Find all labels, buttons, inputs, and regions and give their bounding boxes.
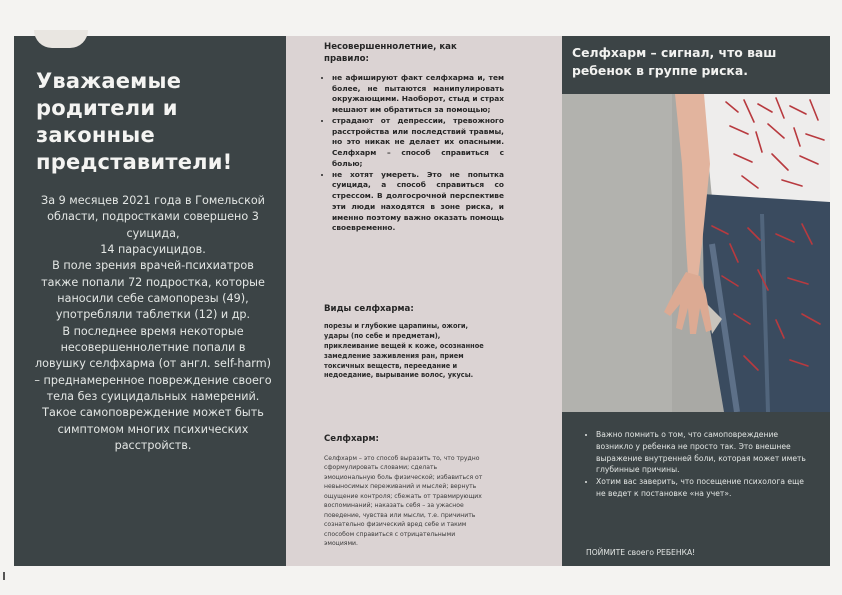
arm-photo-illustration — [562, 94, 830, 412]
list-item: • страдают от депрессии, тревожного расстройства или последствий травмы, но это никак не делает их опасными. Селфхарм – способ справиться с болью; — [332, 116, 504, 170]
right-panel — [562, 36, 830, 566]
paragraph: В поле зрения врачей-психиатров также попали 72 подростка, которые наносили себе самопорезы (49), употребляли таблетки (12) и др. — [41, 259, 265, 322]
list-item: • не афишируют факт селфхарма и, тем более, не пытаются манипулировать окружающими. Наоборот, стыд и страх мешают им обратиться за помощью; — [332, 73, 504, 116]
note-item: • Хотим вас заверить, что посещение психолога еще не ведет к постановке «на учет». — [596, 476, 810, 500]
note-item: • Важно помнить о том, что самоповреждение возникло у ребенка не просто так. Это внешнее выражение внутренней боли, которая может иметь глубинные причины. — [596, 429, 810, 476]
statistics-text — [34, 193, 272, 455]
list-item: • не хотят умереть. Это не попытка суицида, а способ справиться со стрессом. В долгосрочной перспективе эти люди находятся в зоне риска, и именно поэтому важно оказать помощь своевременно. — [332, 170, 504, 234]
minors-list — [320, 73, 504, 234]
left-panel — [14, 36, 286, 566]
selfharm-text: Селфхарм – это способ выразить то, что трудно сформулировать словами; сделать эмоциональную боль физической; избавиться от невыносимых переживаний и мыслей; вернуть ощущение контроля; сбежать от травмирующих воспоминаний; наказать себя – за ужасное поведение, чувства или мысли, т.е. причинить сознательно физический вред себе и таким способом справиться с отрицательными эмоциями. — [324, 455, 483, 547]
middle-panel — [286, 36, 562, 566]
call-to-action: ПОЙМИТЕ своего РЕБЕНКА! — [586, 548, 696, 557]
risk-heading: Селфхарм – сигнал, что ваш ребенок в группе риска. — [572, 45, 777, 78]
decorative-blob — [34, 30, 88, 48]
photo — [562, 94, 830, 412]
paragraph: 14 парасуицидов. — [100, 243, 206, 257]
paragraph: В последнее время некоторые несовершеннолетние попали в ловушку селфхарма (от англ. self-harm) – преднамеренное повреждение своего тела без суицидальных намерений. Такое самоповреждение может быть симптомом многих психических расстройств. — [34, 324, 272, 453]
types-text: порезы и глубокие царапины, ожоги, удары (по себе и предметам), приклеивание вещей к коже, осознанное замедление заживления ран, прием токсичных веществ, переедание и недоедание, вырывание волос, укусы. — [324, 322, 484, 380]
greeting-heading: Уважаемые родители и законные представители! — [36, 69, 233, 174]
notes-list — [586, 429, 810, 500]
minors-heading: Несовершеннолетние, как правило: — [324, 42, 457, 64]
scan-mark — [3, 572, 5, 580]
types-heading: Виды селфхарма: — [324, 304, 414, 314]
selfharm-heading: Селфхарм: — [324, 434, 379, 444]
paragraph: За 9 месяцев 2021 года в Гомельской области, подростками совершено 3 суицида, — [41, 194, 265, 240]
